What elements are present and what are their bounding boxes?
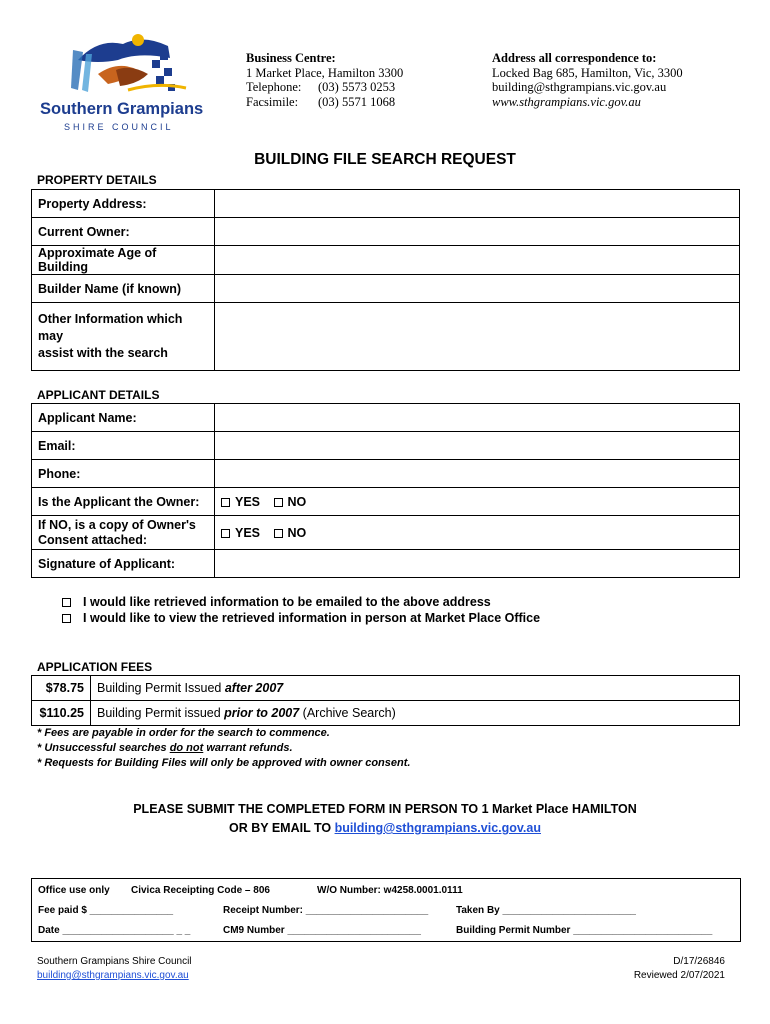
checkbox-icon [62, 598, 71, 607]
civica-code: Civica Receipting Code – 806 [131, 885, 270, 896]
business-phone: Telephone: (03) 5573 0253 [246, 80, 396, 94]
is-owner-options [215, 488, 740, 516]
business-centre [246, 51, 403, 109]
phone-field[interactable] [215, 460, 740, 488]
property-address-field[interactable] [215, 190, 740, 218]
footer-council: Southern Grampians Shire Council [37, 956, 192, 967]
consent-no[interactable]: NO [274, 526, 307, 540]
correspondence-email[interactable]: building@sthgrampians.vic.gov.au [492, 80, 667, 94]
business-address: 1 Market Place, Hamilton 3300 [246, 65, 404, 80]
footer-reviewed: Reviewed 2/07/2021 [633, 970, 725, 981]
applicant-table [31, 403, 740, 578]
footer-right [634, 955, 725, 983]
fee-notes [37, 726, 410, 771]
council-logo [40, 30, 204, 136]
applicant-name-label: Applicant Name: [32, 404, 215, 432]
fee-amount: $78.75 [32, 676, 91, 701]
date-field[interactable]: Date ____________________ _ _ [38, 925, 191, 936]
other-info-field[interactable] [215, 303, 740, 371]
signature-label: Signature of Applicant: [32, 550, 215, 578]
correspondence-website[interactable]: www.sthgrampians.vic.gov.au [492, 94, 641, 109]
consent-options [215, 516, 740, 550]
wo-number: W/O Number: w4258.0001.0111 [317, 885, 463, 896]
fee-description: Building Permit issued prior to 2007 (Archive Search) [91, 701, 740, 726]
fee-description: Building Permit Issued after 2007 [91, 676, 740, 701]
property-heading: PROPERTY DETAILS [37, 173, 157, 187]
fee-note: * Fees are payable in order for the search to commence. [37, 727, 330, 739]
fees-heading: APPLICATION FEES [37, 660, 153, 674]
fee-note: * Unsuccessful searches do not warrant refunds. [37, 742, 293, 754]
phone-label: Phone: [32, 460, 215, 488]
fee-row [32, 676, 740, 701]
applicant-heading: APPLICANT DETAILS [37, 388, 160, 402]
taken-by-field[interactable]: Taken By ________________________ [456, 905, 636, 916]
fees-table [31, 675, 740, 726]
is-owner-label: Is the Applicant the Owner: [32, 488, 215, 516]
property-address-label: Property Address: [32, 190, 215, 218]
consent-label: If NO, is a copy of Owner's Consent attached: [32, 516, 215, 550]
footer-ref: D/17/26846 [673, 956, 725, 967]
fee-row [32, 701, 740, 726]
building-age-label: Approximate Age of Building [32, 246, 215, 275]
checkbox-icon [221, 529, 230, 538]
logo-name: Southern Grampians [40, 100, 204, 118]
fee-amount: $110.25 [32, 701, 91, 726]
submit-email-link[interactable]: building@sthgrampians.vic.gov.au [334, 821, 541, 835]
option-email[interactable]: I would like retrieved information to be emailed to the above address [62, 594, 540, 610]
correspondence-heading: Address all correspondence to: [492, 51, 657, 65]
correspondence-address: Locked Bag 685, Hamilton, Vic, 3300 [492, 65, 683, 80]
checkbox-icon [274, 529, 283, 538]
logo-subtitle: SHIRE COUNCIL [64, 122, 174, 132]
checkbox-icon [274, 498, 283, 507]
option-in-person[interactable]: I would like to view the retrieved information in person at Market Place Office [62, 610, 540, 626]
fee-note: * Requests for Building Files will only be approved with owner consent. [37, 757, 411, 769]
checkbox-icon [62, 614, 71, 623]
permit-number-field[interactable]: Building Permit Number _________________________ [456, 925, 713, 936]
correspondence-block [492, 51, 683, 109]
builder-name-field[interactable] [215, 275, 740, 303]
other-info-label: Other Information which may assist with the search [32, 303, 215, 371]
delivery-options [62, 594, 540, 626]
applicant-name-field[interactable] [215, 404, 740, 432]
is-owner-yes[interactable]: YES [221, 495, 260, 509]
builder-name-label: Builder Name (if known) [32, 275, 215, 303]
email-label: Email: [32, 432, 215, 460]
fee-paid-field[interactable]: Fee paid $ _______________ [38, 905, 174, 916]
property-table [31, 189, 740, 371]
consent-yes[interactable]: YES [221, 526, 260, 540]
cm9-number-field[interactable]: CM9 Number ________________________ [223, 925, 421, 936]
business-heading: Business Centre: [246, 51, 336, 65]
building-age-field[interactable] [215, 246, 740, 275]
submit-instructions: PLEASE SUBMIT THE COMPLETED FORM IN PERSON TO 1 Market Place HAMILTON OR BY EMAIL TO building@sthgrampians.vic.gov.au [133, 802, 637, 835]
current-owner-label: Current Owner: [32, 218, 215, 246]
footer-left [37, 955, 192, 983]
checkbox-icon [221, 498, 230, 507]
email-field[interactable] [215, 432, 740, 460]
logo-emblem [68, 30, 198, 100]
office-use-label: Office use only [38, 885, 110, 896]
business-fax: Facsimile: (03) 5571 1068 [246, 94, 396, 109]
signature-field[interactable] [215, 550, 740, 578]
is-owner-no[interactable]: NO [274, 495, 307, 509]
receipt-number-field[interactable]: Receipt Number: ______________________ [223, 905, 429, 916]
current-owner-field[interactable] [215, 218, 740, 246]
page-title: BUILDING FILE SEARCH REQUEST [254, 151, 516, 168]
footer-email-link[interactable]: building@sthgrampians.vic.gov.au [37, 970, 189, 981]
office-use-box [31, 878, 741, 942]
